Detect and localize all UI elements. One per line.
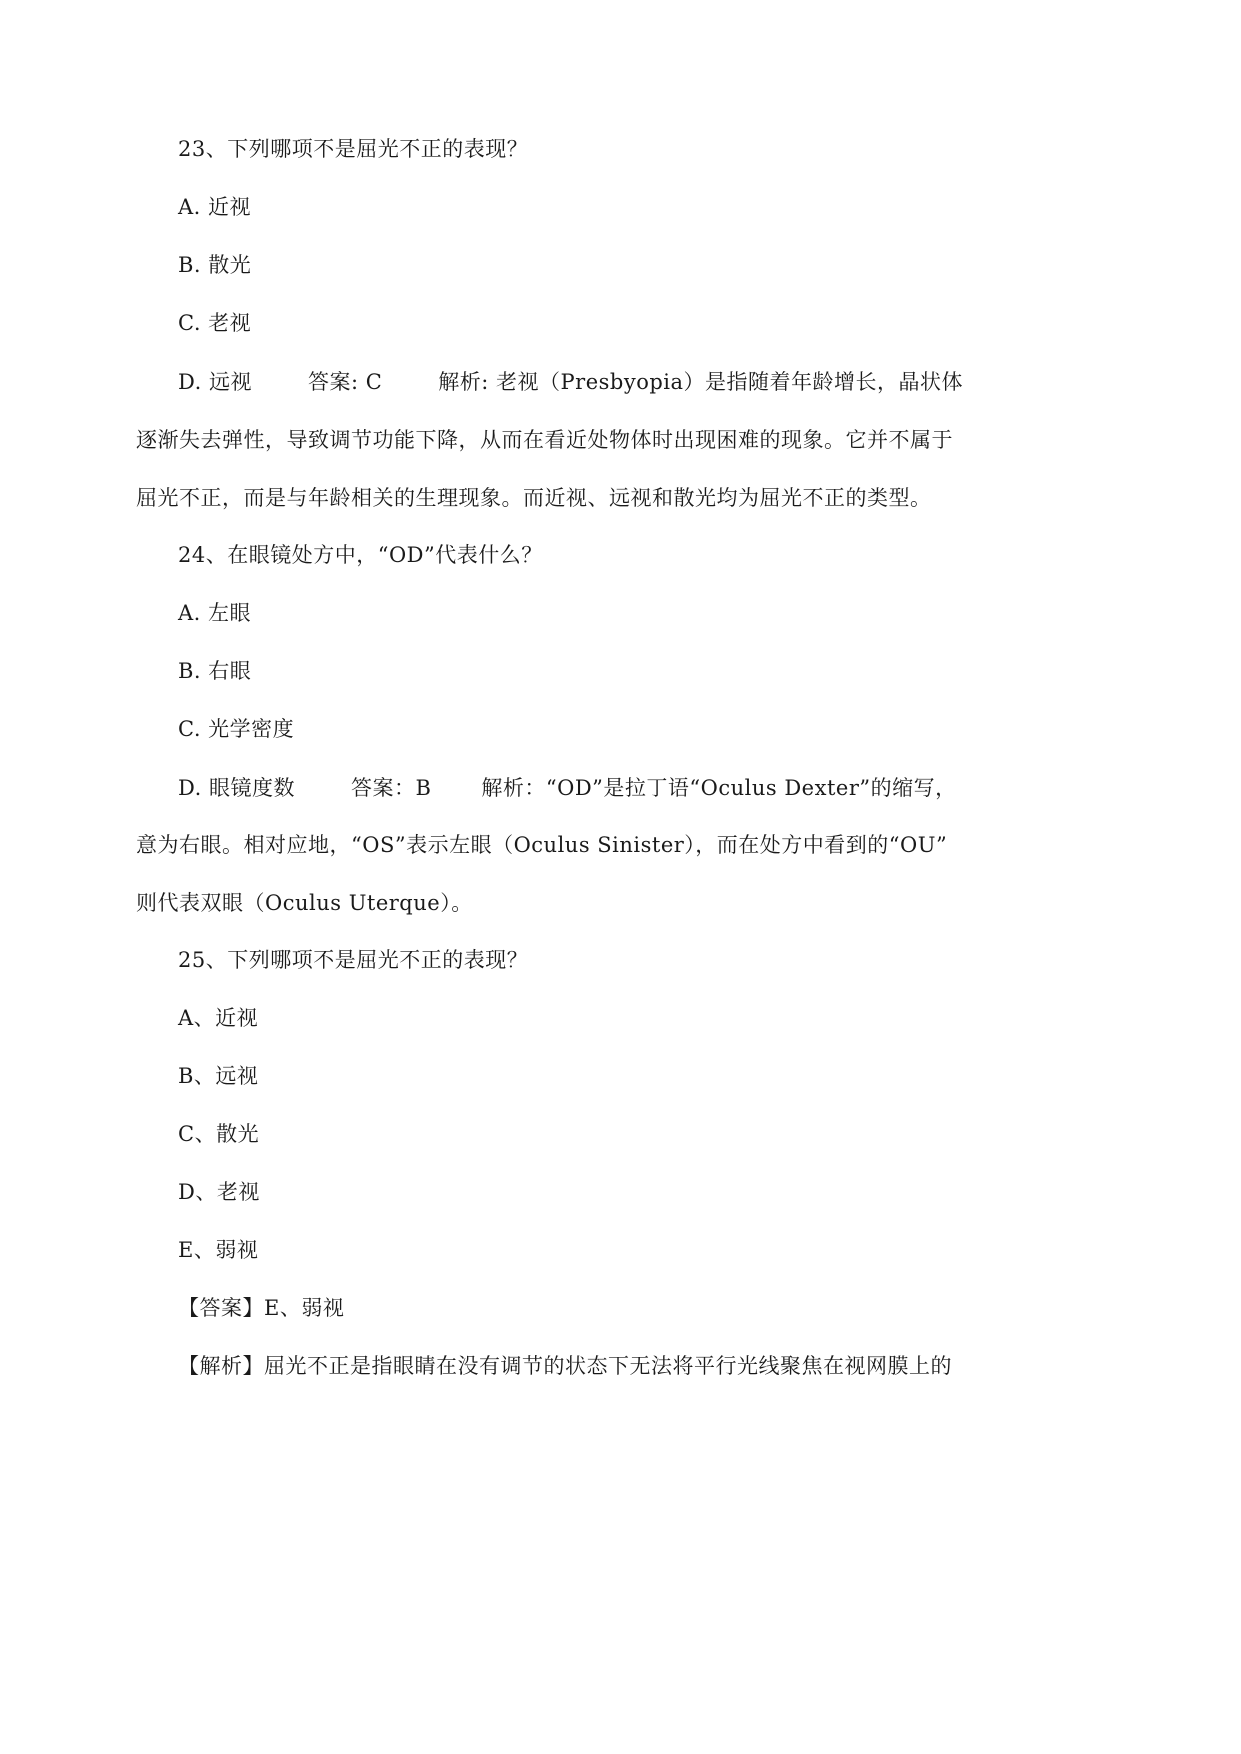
q24-answer: 答案：B: [350, 776, 432, 800]
q23-option-b: B. 散光: [178, 253, 252, 277]
q24-option-a: A. 左眼: [178, 601, 252, 625]
q23-option-c: C. 老视: [178, 311, 252, 335]
q25-option-a: A、近视: [178, 1006, 259, 1030]
q24-analysis-line-1: 解析：“OD”是拉丁语“Oculus Dexter”的缩写，: [481, 776, 957, 800]
q25-analysis-label: 【解析】: [178, 1354, 264, 1378]
question-24: 24、在眼镜处方中，“OD”代表什么？: [178, 543, 543, 567]
q25-answer-text: E、弱视: [264, 1296, 345, 1320]
q24-option-d-answer-row: [178, 774, 957, 802]
q24-option-c: C. 光学密度: [178, 717, 295, 741]
q23-option-a: A. 近视: [178, 195, 252, 219]
q25-option-b: B、远视: [178, 1064, 259, 1088]
q23-analysis-line-1: 解析: 老视（Presbyopia）是指随着年龄增长，晶状体: [438, 370, 964, 394]
q25-analysis-row: [178, 1352, 952, 1380]
q23-answer: 答案: C: [307, 370, 383, 394]
q24-option-d: D. 眼镜度数: [178, 776, 295, 800]
q23-option-d-answer-row: [178, 368, 963, 396]
q25-answer-label: 【答案】: [178, 1296, 264, 1320]
question-23: 23、下列哪项不是屈光不正的表现？: [178, 137, 529, 161]
q23-analysis-line-3: 屈光不正，而是与年龄相关的生理现象。而近视、远视和散光均为屈光不正的类型。: [136, 486, 932, 510]
q25-answer-row: [178, 1294, 344, 1322]
question-25: 25、下列哪项不是屈光不正的表现？: [178, 948, 529, 972]
q25-option-c: C、散光: [178, 1122, 260, 1146]
q23-analysis-line-2: 逐渐失去弹性，导致调节功能下降，从而在看近处物体时出现困难的现象。它并不属于: [136, 428, 953, 452]
q24-option-b: B. 右眼: [178, 659, 252, 683]
q25-option-d: D、老视: [178, 1180, 260, 1204]
q23-option-d: D. 远视: [178, 370, 252, 394]
q24-analysis-line-2: 意为右眼。相对应地，“OS”表示左眼（Oculus Sinister），而在处方中看到的“OU”: [136, 833, 948, 857]
q25-option-e: E、弱视: [178, 1238, 259, 1262]
q25-analysis-text: 屈光不正是指眼睛在没有调节的状态下无法将平行光线聚焦在视网膜上的: [264, 1354, 952, 1378]
q24-analysis-line-3: 则代表双眼（Oculus Uterque）。: [136, 891, 473, 915]
